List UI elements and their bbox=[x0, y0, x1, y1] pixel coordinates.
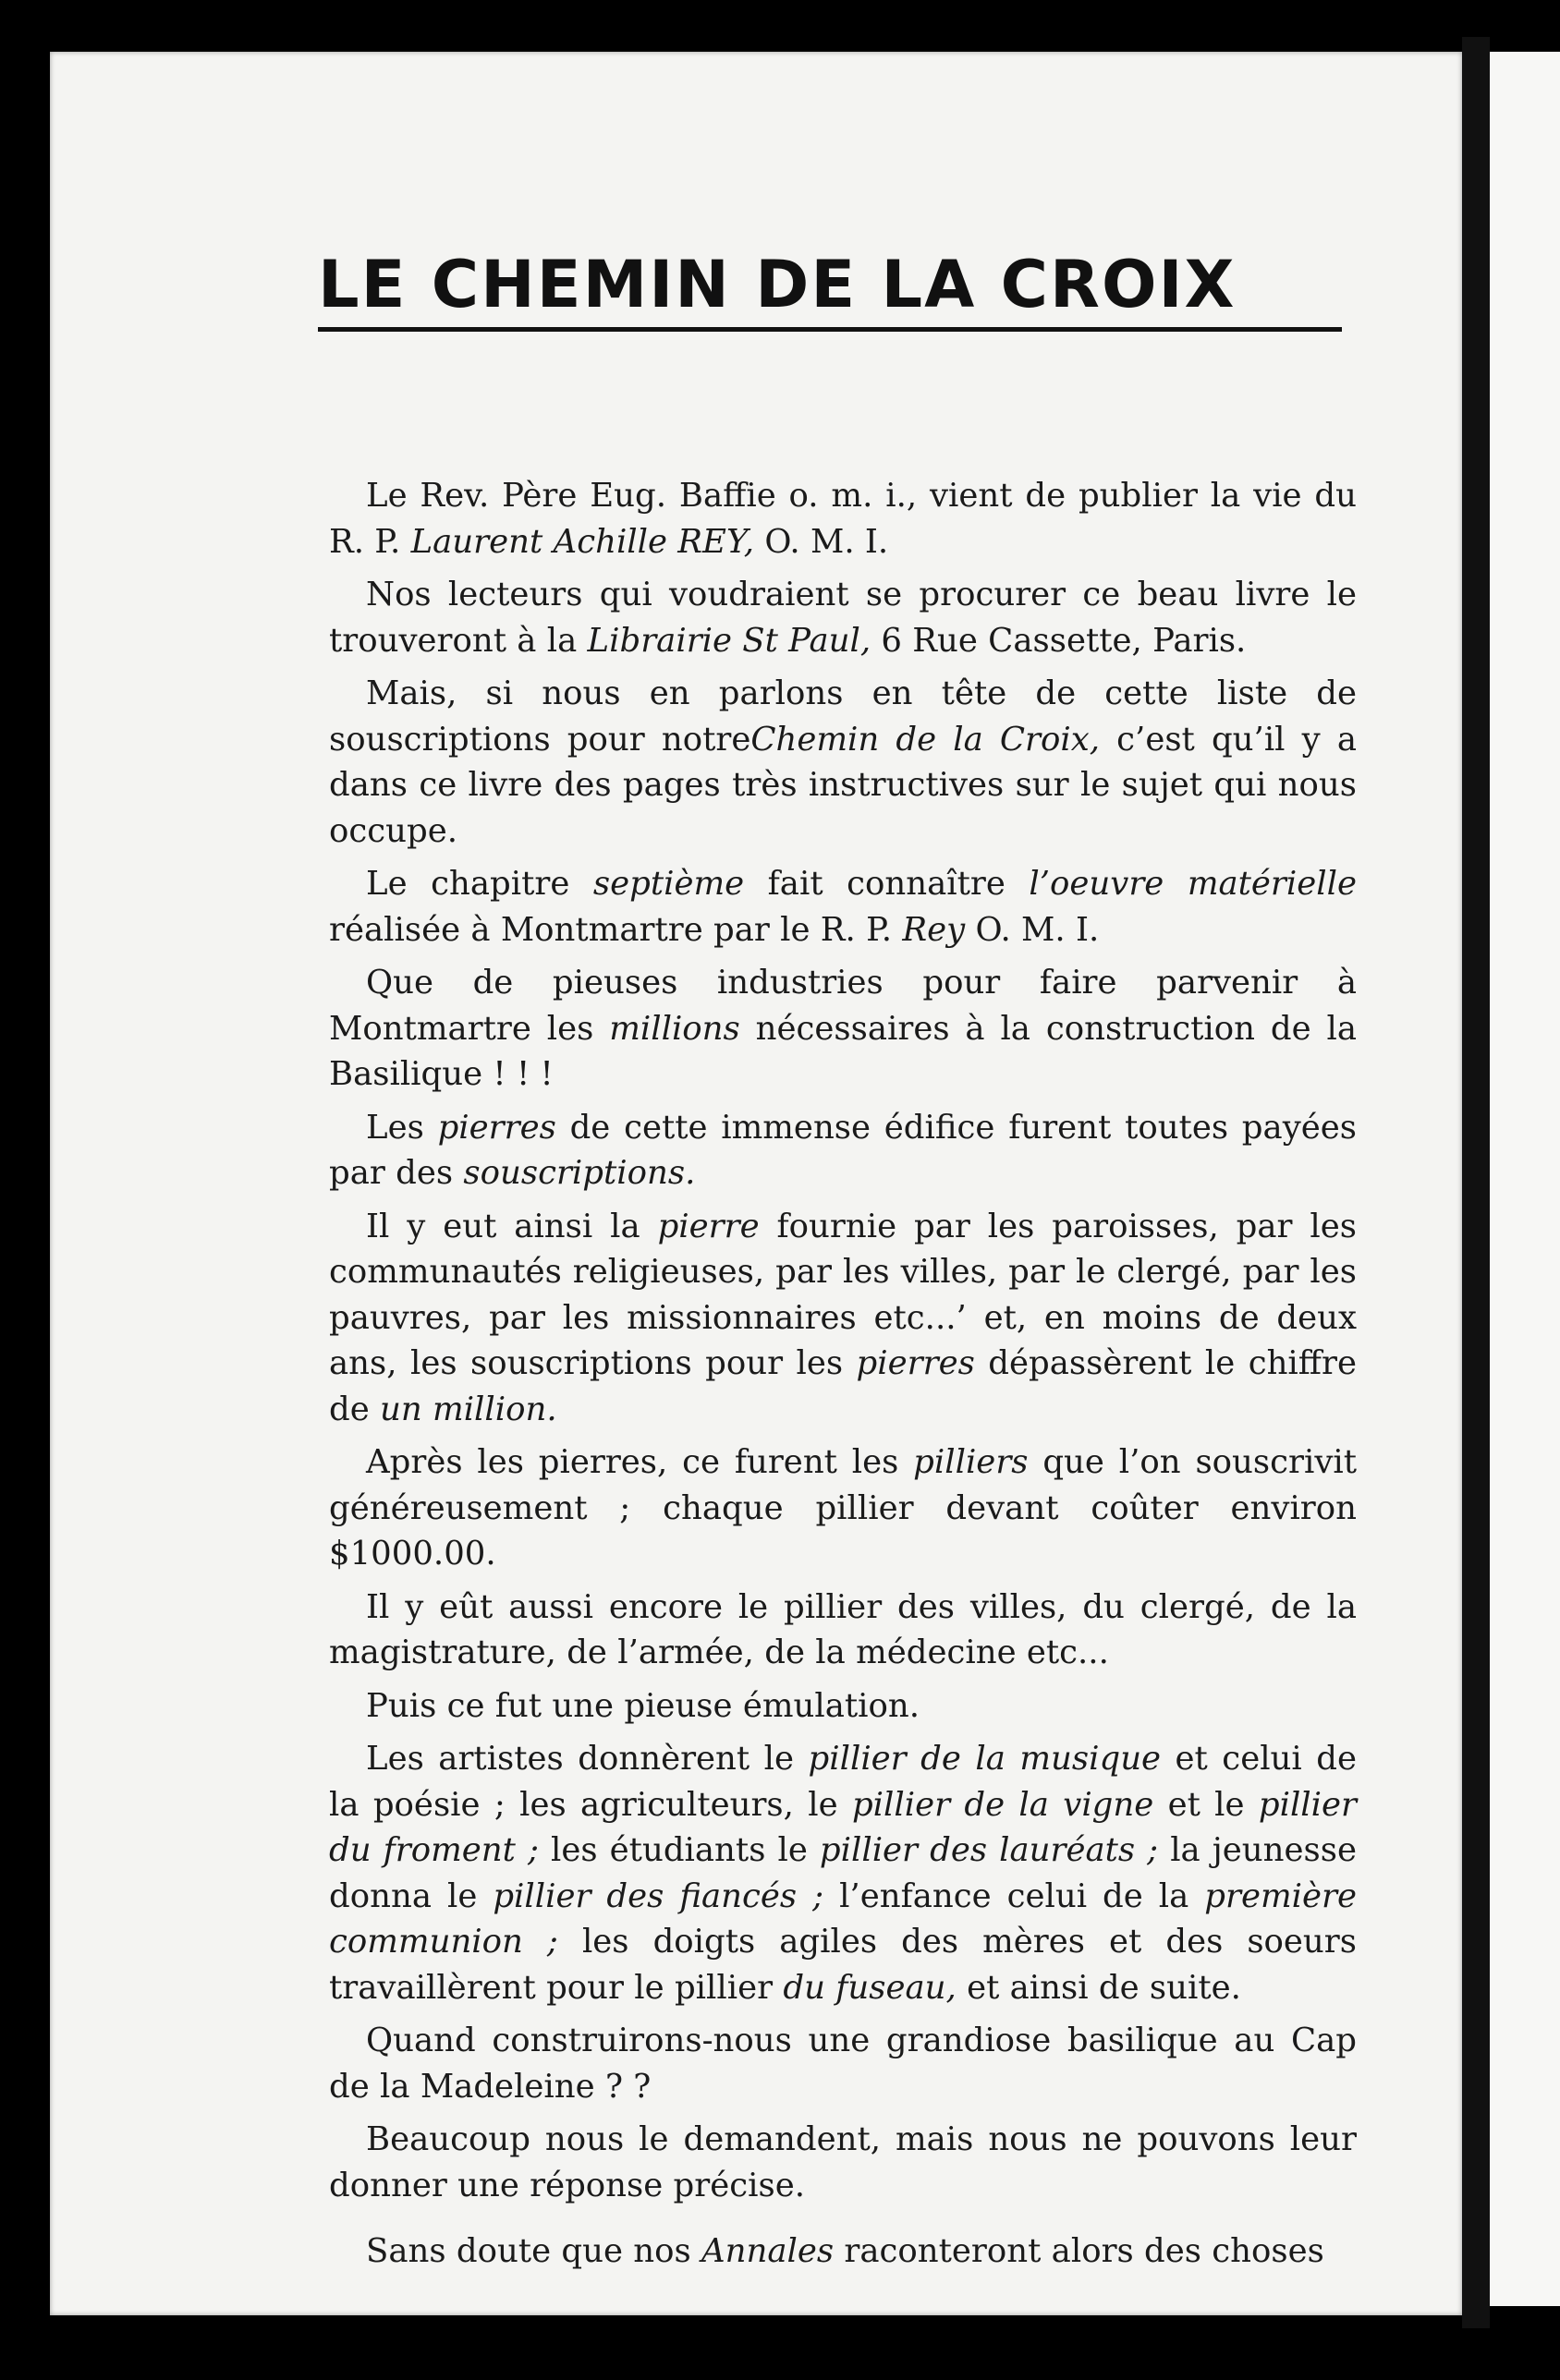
text-run: Nos lecteurs qui voudraient se procurer ce beau livre le trouveront à la bbox=[329, 576, 1357, 660]
text-run: Quand construirons-nous une grandiose basilique au Cap de la Madeleine ? ? bbox=[329, 2022, 1357, 2106]
text-run: et le bbox=[1153, 1785, 1259, 1824]
italic-run: pierre bbox=[657, 1207, 760, 1245]
text-run: Beaucoup nous le demandent, mais nous ne pouvons leur donner une réponse précise. bbox=[329, 2120, 1357, 2204]
italic-run: Rey bbox=[902, 910, 966, 949]
text-run: l’enfance celui de la bbox=[823, 1876, 1205, 1915]
text-run: fournie par les paroisses, par les communautés religieuses, par les villes, par le clergé, par les pauvres, par les missionnaires etc...’ et, en moins de deux ans, les souscriptions pour les bbox=[329, 1207, 1358, 1382]
italic-run: septième bbox=[592, 865, 745, 903]
italic-run: pillier des lauréats ; bbox=[819, 1831, 1159, 1869]
facing-page-edge bbox=[1490, 52, 1560, 2306]
text-run: que l’on souscrivit généreusement ; chaque pillier devant coûter environ $1000.00. bbox=[329, 1443, 1357, 1572]
italic-run: pillier des fiancés ; bbox=[493, 1876, 824, 1915]
text-run: et celui de la poésie ; les agriculteurs, le bbox=[329, 1740, 1357, 1824]
text-run: Les bbox=[366, 1108, 438, 1147]
italic-run: pierres bbox=[856, 1344, 975, 1382]
paragraph bbox=[329, 473, 1357, 565]
paragraph bbox=[329, 671, 1357, 854]
text-run: c’est qu’il y a dans ce livre des pages très instructives sur le sujet qui nous occupe. bbox=[329, 720, 1357, 850]
text-run: Le chapitre bbox=[366, 865, 593, 903]
text-run: les doigts agiles des mères et des soeurs travaillèrent pour le pillier bbox=[329, 1923, 1357, 2007]
text-run: Les artistes donnèrent le bbox=[366, 1740, 809, 1778]
text-run: Puis ce fut une pieuse émulation. bbox=[366, 1686, 920, 1725]
italic-run: un million. bbox=[380, 1390, 557, 1428]
text-run: O. M. I. bbox=[754, 522, 889, 561]
text-run: Le Rev. Père Eug. Baffie o. m. i., vient de publier la vie du R. P. bbox=[329, 477, 1357, 561]
text-run: Il y eut ainsi la bbox=[366, 1207, 658, 1245]
paragraph bbox=[329, 1736, 1357, 2010]
paragraph bbox=[329, 2018, 1357, 2109]
text-run: et ainsi de suite. bbox=[956, 1968, 1241, 2007]
italic-run: millions bbox=[609, 1009, 740, 1048]
italic-run: pilliers bbox=[913, 1443, 1029, 1481]
article-body bbox=[329, 473, 1357, 2282]
paragraph bbox=[329, 1683, 1357, 1730]
paragraph bbox=[329, 960, 1357, 1098]
page-title: LE CHEMIN DE LA CROIX bbox=[318, 248, 1342, 332]
italic-run: Annales bbox=[701, 2232, 835, 2270]
italic-run: du fuseau, bbox=[783, 1968, 957, 2007]
page-gutter-shadow bbox=[1462, 37, 1490, 2328]
italic-run: première communion ; bbox=[329, 1876, 1357, 1961]
text-run: Que de pieuses industries pour faire parvenir à Montmartre les bbox=[329, 964, 1357, 1048]
italic-run: Chemin de la Croix, bbox=[750, 720, 1101, 759]
paragraph bbox=[329, 1105, 1357, 1196]
text-run: raconteront alors des choses bbox=[834, 2232, 1324, 2270]
paragraph bbox=[329, 1439, 1357, 1577]
paragraph bbox=[329, 1585, 1357, 1676]
text-run: Il y eût aussi encore le pillier des villes, du clergé, de la magistrature, de l’armée, de la médecine etc... bbox=[329, 1587, 1357, 1671]
text-run: Après les pierres, ce furent les bbox=[366, 1443, 914, 1481]
italic-run: l’oeuvre matérielle bbox=[1029, 865, 1357, 903]
text-run: 6 Rue Cassette, Paris. bbox=[871, 621, 1247, 660]
italic-run: souscriptions. bbox=[463, 1154, 696, 1192]
italic-run: pillier du froment ; bbox=[329, 1785, 1357, 1869]
text-run: nécessaires à la construction de la Basilique ! ! ! bbox=[329, 1009, 1357, 1093]
text-run: réalisée à Montmartre par le R. P. bbox=[329, 910, 903, 949]
text-run: les étudiants le bbox=[538, 1831, 820, 1869]
italic-run: Librairie St Paul, bbox=[587, 621, 871, 660]
paragraph bbox=[329, 861, 1357, 953]
paragraph bbox=[329, 2228, 1357, 2275]
paragraph bbox=[329, 572, 1357, 663]
italic-run: Laurent Achille REY, bbox=[410, 522, 755, 561]
text-run: dépassèrent le chiffre de bbox=[329, 1344, 1357, 1428]
text-run: Sans doute que nos bbox=[366, 2232, 701, 2270]
paragraph bbox=[329, 1204, 1357, 1433]
text-run: fait connaître bbox=[744, 865, 1030, 903]
italic-run: pillier de la vigne bbox=[851, 1785, 1154, 1824]
text-run: Mais, si nous en parlons en tête de cette liste de souscriptions pour notre bbox=[329, 674, 1357, 759]
text-run: O. M. I. bbox=[965, 910, 1100, 949]
italic-run: pierres bbox=[437, 1108, 556, 1147]
paragraph bbox=[329, 2117, 1357, 2208]
italic-run: pillier de la musique bbox=[808, 1740, 1162, 1778]
text-run: la jeunesse donna le bbox=[329, 1831, 1357, 1915]
text-run: de cette immense édifice furent toutes payées par des bbox=[329, 1108, 1357, 1192]
